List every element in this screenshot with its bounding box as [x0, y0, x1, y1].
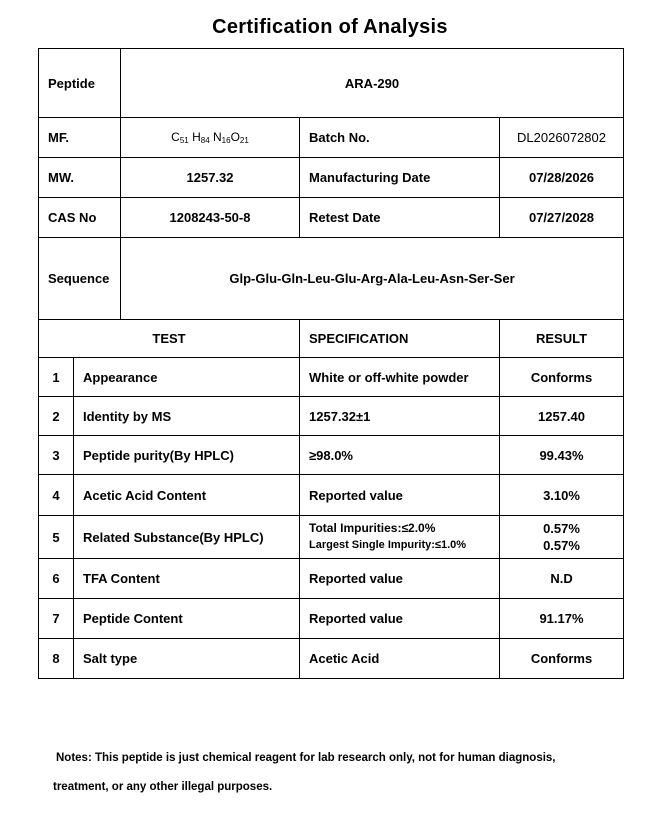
row-number: 8 [39, 639, 74, 679]
largest-impurity-spec: Largest Single Impurity:≤1.0% [309, 539, 467, 551]
peptide-row [39, 49, 624, 118]
test-name: Peptide Content [74, 599, 300, 639]
retest-date-value: 07/27/2028 [500, 198, 624, 238]
result-header: RESULT [500, 320, 624, 358]
result-value: 99.43% [500, 436, 624, 475]
specification-value: Acetic Acid [300, 639, 500, 679]
test-header: TEST [39, 320, 300, 358]
test-name: Related Substance(By HPLC) [74, 516, 300, 559]
mw-value: 1257.32 [121, 158, 300, 198]
result-value: Conforms [500, 358, 624, 397]
specification-value: Reported value [300, 559, 500, 599]
table-row [39, 559, 624, 599]
result-value: 91.17% [500, 599, 624, 639]
row-number: 5 [39, 516, 74, 559]
notes-line-1: Notes: This peptide is just chemical reagent for lab research only, not for human diagnosis, [56, 752, 556, 764]
test-name: Identity by MS [74, 397, 300, 436]
table-row [39, 639, 624, 679]
table-row [39, 516, 624, 559]
test-name: Salt type [74, 639, 300, 679]
test-name: Acetic Acid Content [74, 475, 300, 516]
table-row [39, 475, 624, 516]
cas-value: 1208243-50-8 [121, 198, 300, 238]
row-number: 1 [39, 358, 74, 397]
total-impurities-spec: Total Impurities:≤2.0% [309, 521, 436, 535]
row-number: 7 [39, 599, 74, 639]
header-row [39, 320, 624, 358]
row-number: 6 [39, 559, 74, 599]
specification-value: Reported value [300, 475, 500, 516]
mf-label: MF. [39, 118, 121, 158]
batch-value: DL2026072802 [500, 118, 624, 158]
peptide-label: Peptide [39, 49, 121, 118]
test-name: TFA Content [74, 559, 300, 599]
cas-label: CAS No [39, 198, 121, 238]
specification-value: Reported value [300, 599, 500, 639]
row-number: 3 [39, 436, 74, 475]
table-row [39, 436, 624, 475]
test-name: Appearance [74, 358, 300, 397]
result-value [500, 516, 624, 559]
cas-row [39, 198, 624, 238]
result-value: 3.10% [500, 475, 624, 516]
row-number: 2 [39, 397, 74, 436]
retest-date-label: Retest Date [300, 198, 500, 238]
specification-value [300, 516, 500, 559]
row-number: 4 [39, 475, 74, 516]
table-row [39, 599, 624, 639]
analysis-table [38, 48, 624, 679]
specification-value: ≥98.0% [300, 436, 500, 475]
sequence-row [39, 238, 624, 320]
specification-value: 1257.32±1 [300, 397, 500, 436]
document-title: Certification of Analysis [212, 16, 448, 38]
sequence-value: Glp-Glu-Gln-Leu-Glu-Arg-Ala-Leu-Asn-Ser-Ser [121, 238, 624, 320]
mf-value: $C_{51}$ $H_{84}$ $N_{16}O_{21}$ [121, 118, 300, 158]
manufacturing-date-label: Manufacturing Date [300, 158, 500, 198]
mw-label: MW. [39, 158, 121, 198]
largest-impurity-result: 0.57% [543, 538, 580, 553]
notes-line-2: treatment, or any other illegal purposes. [53, 781, 273, 793]
mw-row [39, 158, 624, 198]
specification-header: SPECIFICATION [300, 320, 500, 358]
result-value: Conforms [500, 639, 624, 679]
specification-value: White or off-white powder [300, 358, 500, 397]
result-value: 1257.40 [500, 397, 624, 436]
test-name: Peptide purity(By HPLC) [74, 436, 300, 475]
manufacturing-date-value: 07/28/2026 [500, 158, 624, 198]
batch-label: Batch No. [300, 118, 500, 158]
sequence-label: Sequence [39, 238, 121, 320]
table-row [39, 397, 624, 436]
mf-row [39, 118, 624, 158]
table-row [39, 358, 624, 397]
total-impurities-result: 0.57% [543, 521, 580, 536]
peptide-value: ARA-290 [121, 49, 624, 118]
result-value: N.D [500, 559, 624, 599]
